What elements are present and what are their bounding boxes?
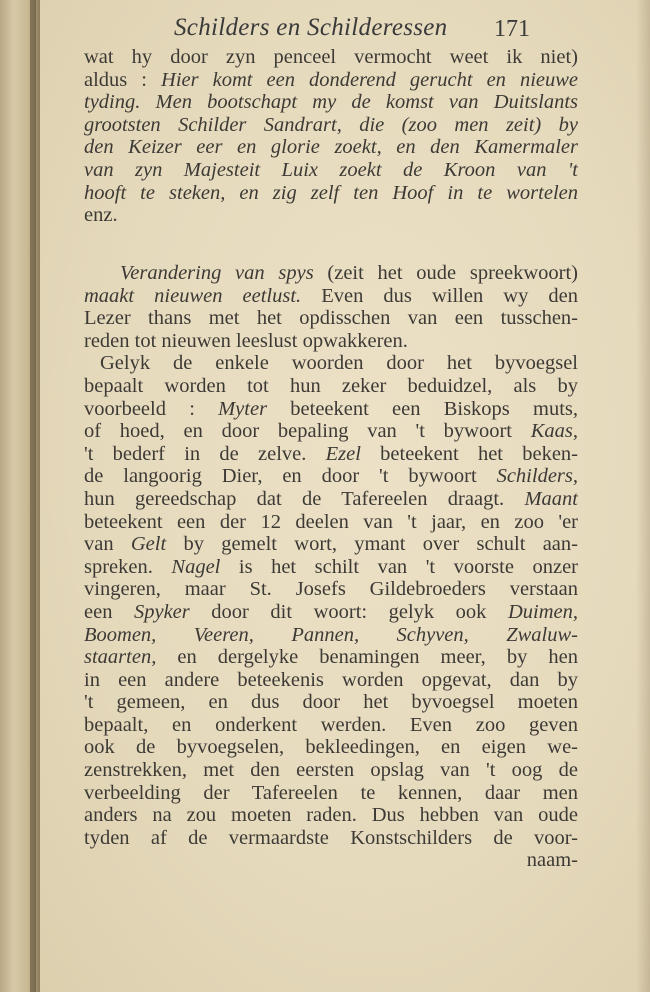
roman-text: is het schilt van 't voorste onzer <box>220 555 578 578</box>
book-page <box>40 0 650 992</box>
text-line <box>84 736 578 759</box>
roman-text: 't gemeen, en dus door het byvoegsel moeten <box>84 691 578 714</box>
text-line <box>84 307 578 330</box>
italic-text: Myter <box>218 397 268 420</box>
text-line <box>84 91 578 114</box>
page-header <box>40 12 650 48</box>
text-line <box>84 330 578 353</box>
roman-text: verbeelding der Tafereelen te kennen, daar men <box>84 781 578 804</box>
text-line <box>84 69 578 92</box>
italic-text: Verandering van spys <box>120 262 314 284</box>
roman-text: Gelyk de enkele woorden door het byvoegsel <box>100 352 578 375</box>
text-line <box>84 827 578 850</box>
text-line <box>84 375 578 398</box>
roman-text: de langoorig Dier, en door 't bywoort <box>84 465 497 488</box>
book-spine <box>30 0 36 992</box>
text-line <box>84 352 578 375</box>
text-line <box>84 624 578 647</box>
text-line <box>84 669 578 692</box>
paragraph-continuation <box>84 46 578 227</box>
roman-text: in een andere beteekenis worden opgevat, dan by <box>84 668 578 691</box>
roman-text: reden tot nieuwen leeslust opwakkeren. <box>84 329 408 352</box>
italic-text: van zyn Majesteit Luix zoekt de Kroon van 't <box>84 158 578 181</box>
italic-text: Ezel <box>325 442 361 465</box>
roman-text: 't bederf in de zelve. <box>84 442 326 465</box>
text-line <box>84 601 578 624</box>
text-line <box>84 804 578 827</box>
roman-text: Even dus willen wy den <box>301 284 578 307</box>
italic-text: Kaas, <box>530 420 578 443</box>
catchword: naam- <box>526 849 578 872</box>
roman-text: anders na zou moeten raden. Dus hebben van oude <box>84 804 578 827</box>
text-line <box>84 420 578 443</box>
text-line <box>84 285 578 308</box>
text-line <box>84 533 578 556</box>
paragraph-verandering <box>84 262 578 872</box>
italic-text: Spyker <box>133 600 190 623</box>
italic-text: staarten, <box>84 646 157 669</box>
italic-text: grootsten Schilder Sandrart, die (zoo men zeit) by <box>84 113 578 136</box>
roman-text: (zeit het oude spreekwoort) <box>313 262 578 284</box>
roman-text: aldus : <box>84 68 162 91</box>
text-line <box>84 136 578 159</box>
text-line <box>84 556 578 579</box>
roman-text: ook de byvoegselen, bekleedingen, en eigen we- <box>84 736 578 759</box>
roman-text: tyden af de vermaardste Konstschilders de voor- <box>84 826 578 849</box>
text-line <box>84 398 578 421</box>
roman-text: of hoed, en door bepaling van 't bywoort <box>84 420 531 443</box>
text-line <box>84 443 578 466</box>
text-line <box>84 646 578 669</box>
roman-text: beteekent het beken- <box>360 442 578 465</box>
text-line <box>84 262 578 285</box>
text-line <box>84 714 578 737</box>
page-edge-shadow <box>636 0 650 992</box>
text-line <box>84 182 578 205</box>
text-line <box>84 114 578 137</box>
roman-text: spreken. <box>84 555 172 578</box>
text-line <box>84 465 578 488</box>
italic-text: Gelt <box>130 533 167 556</box>
text-line <box>84 511 578 534</box>
roman-text: zenstrekken, met den eersten opslag van 't oog de <box>84 759 578 782</box>
text-line <box>84 46 578 69</box>
roman-text: van <box>84 533 131 556</box>
roman-text: Lezer thans met het opdisschen van een tusschen- <box>84 307 578 330</box>
roman-text: bepaalt worden tot hun zeker beduidzel, als by <box>84 374 578 397</box>
roman-text: vingeren, maar St. Josefs Gildebroeders verstaan <box>84 578 578 601</box>
roman-text: een <box>84 600 134 623</box>
italic-text: den Keizer eer en glorie zoekt, en den Kamermaler <box>84 136 578 159</box>
italic-text: Nagel <box>171 555 221 578</box>
roman-text: beteekent een der 12 deelen van 't jaar, en zoo 'er <box>84 510 578 533</box>
roman-text: by gemelt wort, ymant over schult aan- <box>166 533 578 556</box>
text-line <box>84 759 578 782</box>
roman-text: en dergelyke benamingen meer, by hen <box>156 646 578 669</box>
text-line <box>84 782 578 805</box>
text-line <box>84 159 578 182</box>
text-line <box>84 204 578 227</box>
italic-text: Duimen, <box>507 600 578 623</box>
running-head: Schilders en Schilderessen <box>174 14 448 41</box>
italic-text: Hier komt een donderend gerucht en nieuwe <box>161 68 578 91</box>
roman-text: door dit woort: gelyk ook <box>189 600 508 623</box>
italic-text: hooft te steken, en zig zelf ten Hoof in te wortelen <box>84 181 578 204</box>
roman-text: beteekent een Biskops muts, <box>267 397 578 420</box>
roman-text: wat hy door zyn penceel vermocht weet ik niet) <box>84 46 578 68</box>
text-line <box>84 691 578 714</box>
roman-text: bepaalt, en onderkent werden. Even zoo geven <box>84 713 578 736</box>
page-number: 171 <box>494 16 530 42</box>
italic-text: maakt nieuwen eetlust. <box>84 284 302 307</box>
roman-text: hun gereedschap dat de Tafereelen draagt. <box>84 487 525 510</box>
italic-text: Maant <box>524 487 578 510</box>
roman-text: voorbeeld : <box>84 397 219 420</box>
text-line <box>84 578 578 601</box>
text-line <box>84 488 578 511</box>
italic-text: Boomen, Veeren, Pannen, Schyven, Zwaluw- <box>84 623 578 646</box>
italic-text: Schilders, <box>496 465 578 488</box>
italic-text: tyding. Men bootschapt my de komst van Duitslants <box>84 91 578 114</box>
roman-text: enz. <box>84 204 118 227</box>
